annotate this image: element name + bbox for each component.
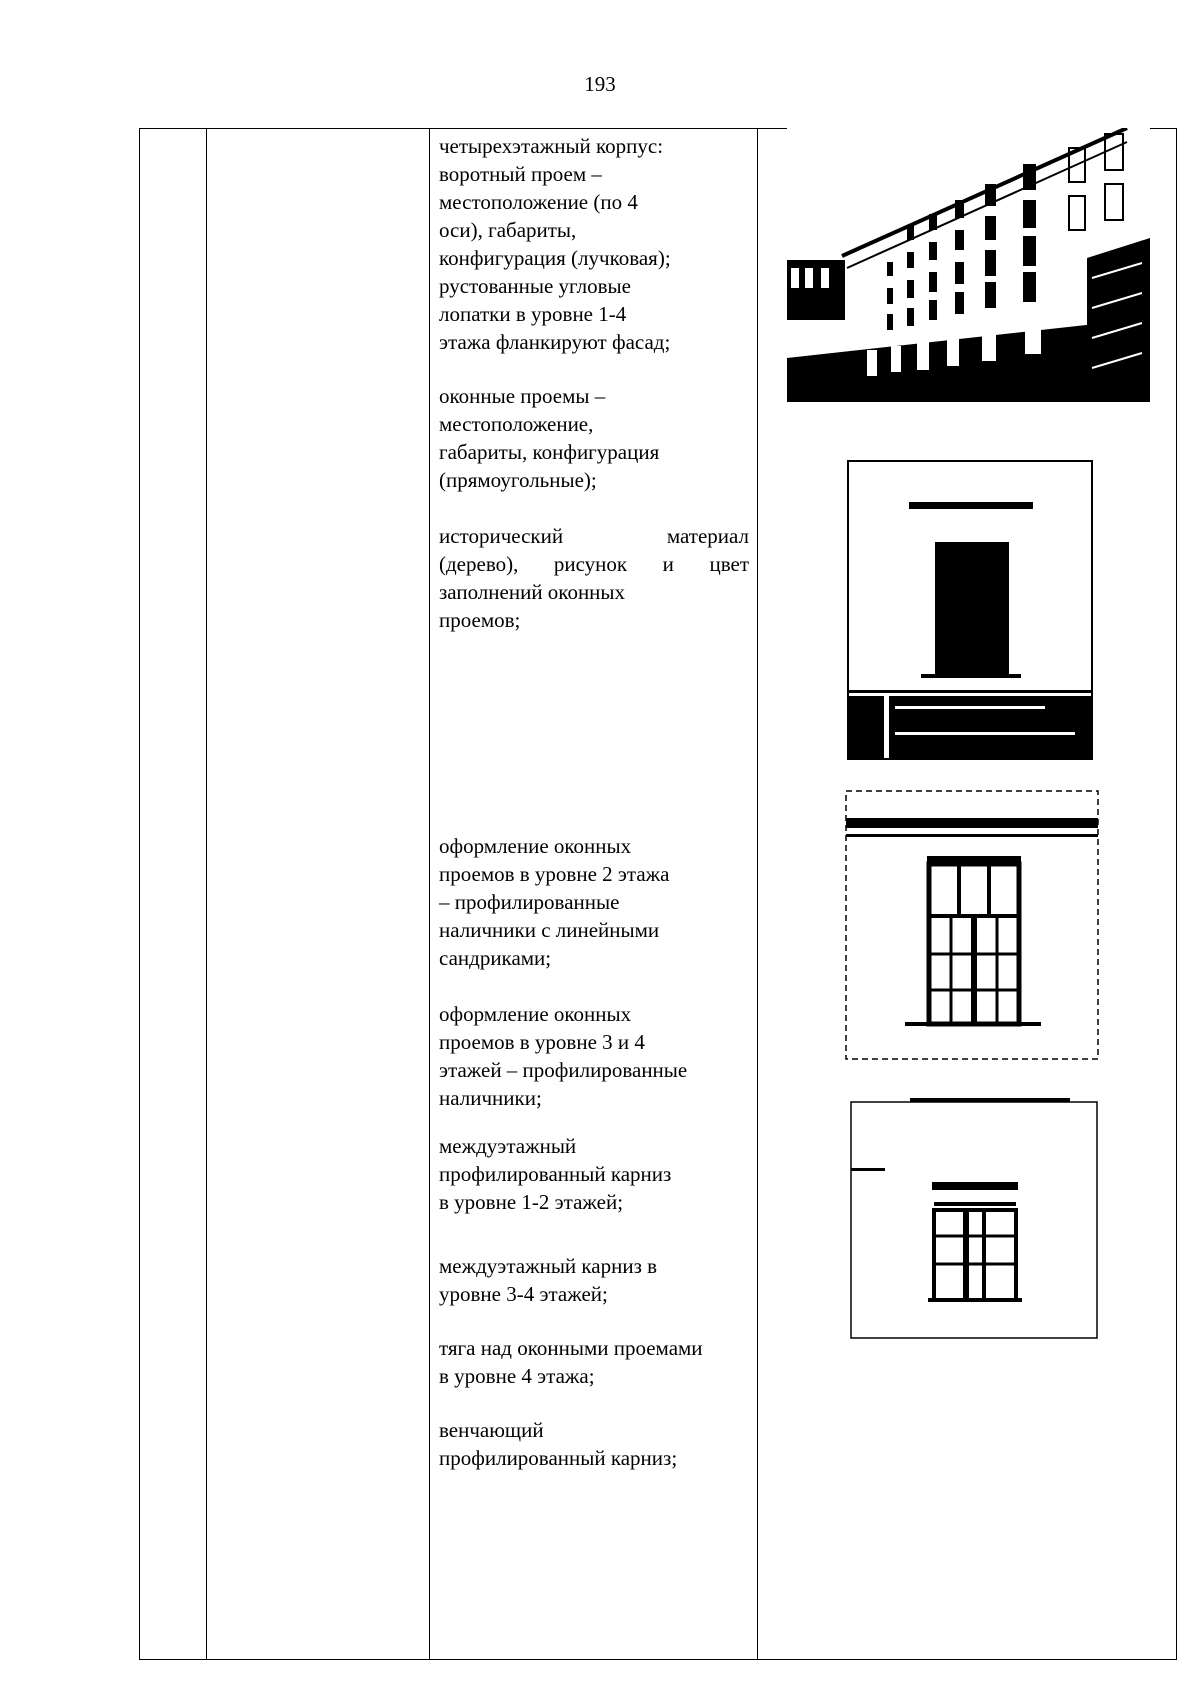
window-upper-floor-photo <box>850 1088 1098 1340</box>
description-paragraph: междуэтажный профилированный карниз в уровне 1-2 этажей; <box>439 1134 672 1214</box>
description-paragraph: междуэтажный карниз в уровне 3-4 этажей; <box>439 1254 658 1306</box>
description-paragraph: оконные проемы – местоположение, габариты, конфигурация (прямоугольные); <box>439 384 660 492</box>
facade-photo <box>787 128 1150 402</box>
description-paragraph: венчающий профилированный карниз; <box>439 1418 678 1470</box>
description-paragraph: оформление оконных проемов в уровне 2 этажа – профилированные наличники с линейными сандриками; <box>439 834 670 970</box>
description-paragraph: оформление оконных проемов в уровне 3 и 4 этажей – профилированные наличники; <box>439 1002 688 1110</box>
window-photo <box>847 460 1093 760</box>
page-number: 193 <box>584 72 616 96</box>
description-paragraph: тяга над оконными проемами в уровне 4 этажа; <box>439 1336 703 1388</box>
column-divider <box>757 129 758 1659</box>
description-paragraph: исторический материал (дерево), рисунок и цвет заполнений оконных проемов; <box>439 524 749 632</box>
description-paragraph: четырехэтажный корпус: воротный проем – местоположение (по 4 оси), габариты, конфигурация (лучковая); рустованные угловые лопатки в уровне 1-4 этажа фланкируют фасад; <box>439 134 671 354</box>
column-divider <box>206 129 207 1659</box>
window-sandrik-photo <box>845 790 1099 1060</box>
column-divider <box>429 129 430 1659</box>
